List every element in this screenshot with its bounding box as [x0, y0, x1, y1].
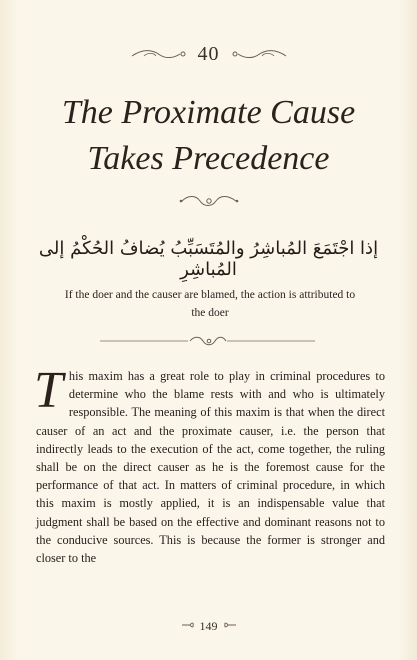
scroll-ornament-icon [178, 194, 240, 213]
chapter-title [0, 90, 417, 182]
chapter-title-line-2: Takes Precedence [87, 140, 330, 177]
maxim-translation: If the doer and the causer are blamed, the action is attributed to the doer [64, 289, 356, 319]
page-footer [0, 618, 417, 634]
chapter-title-line-1: The Proximate Cause [61, 94, 356, 131]
body-paragraph-text: his maxim has a great role to play in criminal procedures to determine who the blame rests with and who is ultimately responsible. The meaning of this maxim is that when the direct causer of an act and the proximate causer, i.e. the person that indirectly leads to the execution of the act, come together, the ruling shall be on the direct causer as he is the foremost cause for the performance of that act. In matters of criminal procedure, in which this maxim is mostly applied, it is an indispensable value that judgment shall be based on the effective and dominant reasons not to the conducive sources. This is because the former is stronger and closer to the [36, 369, 385, 566]
chapter-number: 40 [197, 42, 220, 65]
page-number: 149 [199, 618, 218, 633]
left-flourish-icon [130, 47, 188, 61]
section-divider-icon [100, 334, 315, 348]
body-paragraph [34, 362, 385, 567]
right-footer-ornament-icon [223, 619, 237, 634]
arabic-maxim: إذا اجْتَمَعَ المُباشِرُ والمُتَسَبِّبُ يُضافُ الحُكْمُ إلى المُباشِرِ [38, 238, 379, 280]
drop-cap: T [34, 362, 63, 419]
chapter-heading [0, 42, 417, 66]
left-footer-ornament-icon [181, 619, 195, 634]
right-flourish-icon [230, 47, 288, 61]
